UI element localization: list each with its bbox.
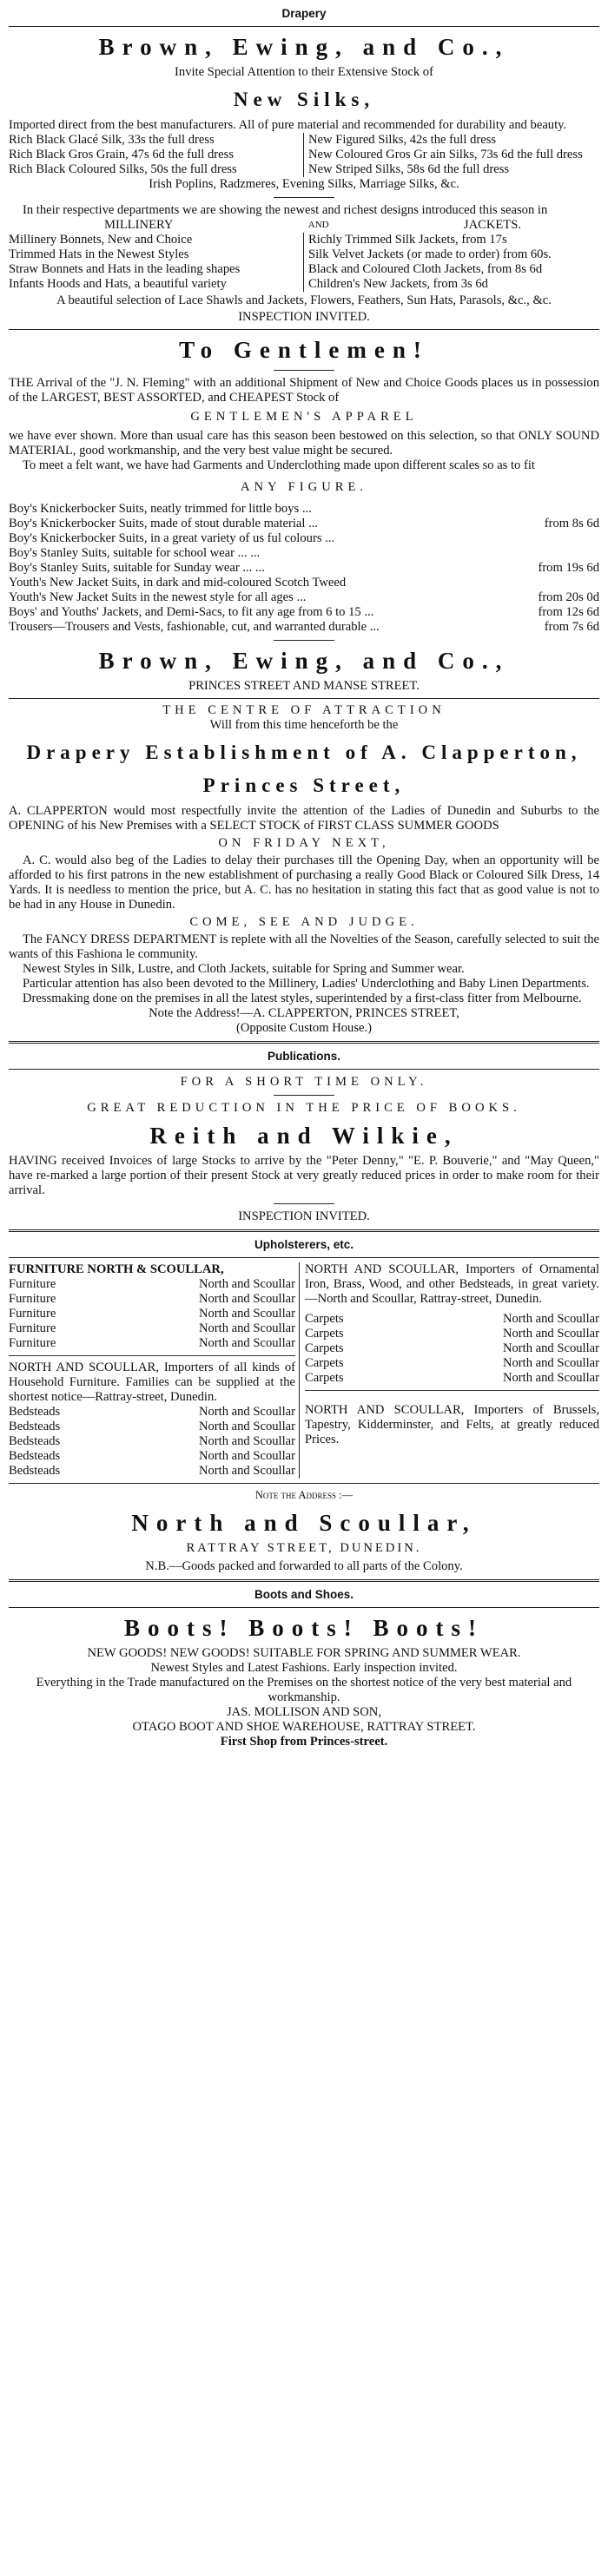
- price-item: Rich Black Glacé Silk, 33s the full dress: [9, 133, 215, 147]
- ad-heading: GREAT REDUCTION IN THE PRICE OF BOOKS.: [87, 1101, 521, 1115]
- ad-heading: GENTLEMEN'S APPAREL: [190, 410, 418, 424]
- category-headings: [9, 218, 599, 233]
- ad-address: PRINCES STREET AND MANSE STREET.: [188, 679, 420, 693]
- list-item: Bedsteads: [9, 1420, 61, 1433]
- ad-north-scoullar-grid: [9, 1262, 599, 1479]
- ad-line: First Shop from Princes-street.: [220, 1735, 388, 1749]
- list-item: North and Scoullar: [198, 1336, 295, 1350]
- divider: [9, 1229, 599, 1232]
- suits-price-list: [9, 502, 599, 605]
- ad-title: Reith and Wilkie,: [149, 1123, 459, 1149]
- ad-heading: COME, SEE AND JUDGE.: [189, 915, 419, 929]
- ad-reith-wilkie: [9, 1075, 599, 1224]
- ad-address: OTAGO BOOT AND SHOE WAREHOUSE, RATTRAY STREET.: [132, 1720, 476, 1734]
- ad-title: Brown, Ewing, and Co.,: [98, 34, 510, 60]
- list-item: Furniture: [9, 1307, 56, 1321]
- price-value: from 12s 6d: [538, 605, 599, 619]
- divider: [274, 370, 334, 371]
- bedsteads-list: [9, 1405, 295, 1479]
- ad-paragraph: NORTH AND SCOULLAR, Importers of all kinds of Household Furniture. Families can be supplied at the shortest notice—Rattray-street, Dunedin.: [9, 1360, 295, 1404]
- list-item: Boy's Stanley Suits, suitable for school wear ... ...: [9, 546, 261, 560]
- divider: [274, 640, 334, 641]
- ad-paragraph: In their respective departments we are showing the newest and richest designs introduced this season in: [23, 203, 548, 217]
- ad-paragraph: NORTH AND SCOULLAR, Importers of Brussels, Tapestry, Kidderminster, and Felts, at greatly reduced Prices.: [305, 1403, 599, 1446]
- ad-paragraph: HAVING received Invoices of large Stocks to arrive by the "Peter Denny," "E. P. Bouverie," and "May Queen," have re-marked a large portion of their present Stock at very greatly reduced prices in order to make room for their arrival.: [9, 1154, 599, 1197]
- list-item: Bedsteads: [9, 1405, 61, 1419]
- millinery-columns: [9, 233, 599, 292]
- list-item: North and Scoullar: [198, 1405, 295, 1419]
- ad-line: N.B.—Goods packed and forwarded to all parts of the Colony.: [145, 1559, 463, 1573]
- ad-note: Note the Address :—: [254, 1489, 354, 1501]
- ad-clapperton: [9, 703, 599, 1036]
- list-item: North and Scoullar: [198, 1321, 295, 1335]
- ad-line: A beautiful selection of Lace Shawls and Jackets, Flowers, Feathers, Sun Hats, Parasols, &c., &c.: [56, 293, 552, 307]
- divider: [9, 1257, 599, 1258]
- divider: [9, 1069, 599, 1070]
- ad-title: Princes Street,: [202, 774, 406, 796]
- list-item: [9, 605, 599, 620]
- ad-firm: JAS. MOLLISON AND SON,: [227, 1705, 381, 1719]
- list-item: [9, 620, 599, 635]
- price-item: Rich Black Gros Grain, 47s 6d the full dress: [9, 148, 234, 161]
- ad-heading: ON FRIDAY NEXT,: [218, 836, 390, 850]
- ad-title: North and Scoullar,: [131, 1510, 477, 1536]
- divider: [274, 1095, 334, 1096]
- ad-paragraph: Dressmaking done on the premises in all the latest styles, superintended by a first-class fitter from Melbourne.: [23, 992, 582, 1005]
- list-item: Carpets: [305, 1312, 344, 1326]
- list-item: North and Scoullar: [502, 1356, 599, 1370]
- ad-title: Drapery Establishment of A. Clapperton,: [26, 741, 582, 763]
- ad-paragraph: THE Arrival of the "J. N. Fleming" with an additional Shipment of New and Choice Goods places us in possession of the LARGEST, BEST ASSORTED, and CHEAPEST Stock of: [9, 376, 599, 405]
- ad-line: Everything in the Trade manufactured on the Premises on the shortest notice of the very best material and workmanship.: [36, 1676, 572, 1704]
- price-item: Black and Coloured Cloth Jackets, from 8s 6d: [308, 262, 543, 276]
- ad-paragraph: Particular attention has also been devoted to the Millinery, Ladies' Underclothing and Baby Linen Departments.: [23, 977, 590, 991]
- list-item: Boy's Knickerbocker Suits, in a great variety of us ful colours ...: [9, 531, 335, 545]
- list-item: Boy's Knickerbocker Suits, neatly trimmed for little boys ...: [9, 502, 312, 516]
- ad-inspection: INSPECTION INVITED.: [238, 310, 370, 324]
- list-item: North and Scoullar: [198, 1277, 295, 1291]
- ad-inspection: INSPECTION INVITED.: [238, 1209, 370, 1223]
- list-item: North and Scoullar: [198, 1307, 295, 1321]
- ad-line: Invite Special Attention to their Extensive Stock of: [175, 65, 433, 79]
- list-item: Boy's Stanley Suits, suitable for Sunday wear ... ...: [9, 561, 265, 575]
- ad-paragraph: we have ever shown. More than usual care has this season been bestowed on this selection, so that ONLY SOUND MATERIAL, good workmanship, and the very best value might be secured.: [9, 429, 599, 458]
- list-item: North and Scoullar: [502, 1371, 599, 1385]
- ad-brown-ewing-silks: [9, 32, 599, 325]
- furniture-list: [9, 1277, 295, 1351]
- ad-intro: Imported direct from the best manufacturers. All of pure material and recommended for durability and beauty.: [9, 118, 567, 132]
- divider: [9, 1041, 599, 1044]
- divider: [274, 197, 334, 198]
- category-jackets: JACKETS.: [463, 218, 521, 232]
- ad-heading: FURNITURE NORTH & SCOULLAR,: [9, 1262, 224, 1276]
- ad-to-gentlemen: [9, 335, 599, 694]
- ad-paragraph: To meet a felt want, we have had Garments and Underclothing made upon different scales so as to fit: [23, 458, 535, 472]
- ad-heading: NEW GOODS! NEW GOODS! SUITABLE FOR SPRING AND SUMMER WEAR.: [87, 1646, 521, 1660]
- category-millinery: MILLINERY: [104, 218, 174, 232]
- list-item: North and Scoullar: [198, 1449, 295, 1463]
- ad-address: Note the Address!—A. CLAPPERTON, PRINCES STREET,: [149, 1006, 459, 1020]
- list-item: Bedsteads: [9, 1434, 61, 1448]
- price-value: from 8s 6d: [544, 517, 599, 530]
- silk-price-columns: [9, 133, 599, 177]
- list-item: Youth's New Jacket Suits, in dark and mid-coloured Scotch Tweed: [9, 576, 347, 590]
- newspaper-page: [9, 0, 599, 1749]
- price-item: Silk Velvet Jackets (or made to order) from 60s.: [308, 247, 552, 261]
- ad-line: Will from this time henceforth be the: [209, 718, 399, 732]
- price-item: New Striped Silks, 58s 6d the full dress: [308, 162, 510, 176]
- section-heading-boots: Boots and Shoes.: [254, 1588, 354, 1601]
- divider: [9, 1355, 295, 1356]
- ad-title: Boots! Boots! Boots!: [124, 1615, 484, 1641]
- price-value: from 20s 0d: [538, 590, 599, 604]
- list-item: Youth's New Jacket Suits in the newest style for all ages ...: [9, 590, 307, 604]
- ad-paragraph: NORTH AND SCOULLAR, Importers of Ornamental Iron, Brass, Wood, and other Bedsteads, in great variety.—North and Scoullar, Rattray-street, Dunedin.: [305, 1262, 599, 1306]
- ad-paragraph: A. CLAPPERTON would most respectfully invite the attention of the Ladies of Dunedin and Suburbs to the OPENING of his New Premises with a SELECT STOCK of FIRST CLASS SUMMER GOODS: [9, 804, 599, 833]
- list-item: North and Scoullar: [198, 1420, 295, 1433]
- divider: [9, 698, 599, 699]
- ad-heading: FOR A SHORT TIME ONLY.: [180, 1075, 428, 1089]
- section-heading-drapery: Drapery: [281, 7, 327, 20]
- list-item: Carpets: [305, 1356, 344, 1370]
- price-value: from 19s 6d: [538, 561, 599, 575]
- list-item: North and Scoullar: [198, 1434, 295, 1448]
- list-item: Furniture: [9, 1292, 56, 1306]
- list-item: North and Scoullar: [502, 1312, 599, 1326]
- ad-paragraph: A. C. would also beg of the Ladies to delay their purchases till the Opening Day, when an opportunity will be afforded to his first patrons in the new establishment of purchasing a really Good Black or Coloured Silk Dress, 14 Yards. It is needless to mention the price, but A. C. has no hesitation in stating this fact that as good value is not to be had in any House in Dunedin.: [9, 853, 599, 912]
- list-item: Carpets: [305, 1371, 344, 1385]
- list-item: North and Scoullar: [198, 1292, 295, 1306]
- price-item: Millinery Bonnets, New and Choice: [9, 233, 193, 247]
- list-item: North and Scoullar: [198, 1464, 295, 1478]
- ad-title: To Gentlemen!: [179, 337, 429, 363]
- ad-heading: ANY FIGURE.: [240, 480, 368, 494]
- ad-mollison-boots: [9, 1613, 599, 1749]
- list-item: Furniture: [9, 1336, 56, 1350]
- list-item: Furniture: [9, 1277, 56, 1291]
- list-item: Boy's Knickerbocker Suits, made of stout durable material ...: [9, 517, 319, 530]
- ad-address: (Opposite Custom House.): [235, 1021, 373, 1035]
- price-item: New Figured Silks, 42s the full dress: [308, 133, 497, 147]
- ad-paragraph: Newest Styles in Silk, Lustre, and Cloth Jackets, suitable for Spring and Summer wear.: [23, 962, 465, 976]
- ad-title: Brown, Ewing, and Co.,: [98, 648, 510, 674]
- price-item: Straw Bonnets and Hats in the leading shapes: [9, 262, 241, 276]
- section-heading-publications: Publications.: [267, 1050, 340, 1063]
- list-item: Furniture: [9, 1321, 56, 1335]
- price-item: Rich Black Coloured Silks, 50s the full dress: [9, 162, 237, 176]
- divider: [305, 1390, 599, 1391]
- price-item: Richly Trimmed Silk Jackets, from 17s: [308, 233, 507, 247]
- ad-line: Newest Styles and Latest Fashions. Early inspection invited.: [150, 1661, 458, 1675]
- price-item: Children's New Jackets, from 3s 6d: [308, 277, 488, 291]
- divider: [9, 1607, 599, 1608]
- price-item: Trimmed Hats in the Newest Styles: [9, 247, 189, 261]
- section-heading-upholsterers: Upholsterers, etc.: [254, 1238, 354, 1251]
- ad-heading: New Silks,: [233, 89, 375, 110]
- ad-address: RATTRAY STREET, DUNEDIN.: [186, 1541, 422, 1555]
- ad-heading: THE CENTRE OF ATTRACTION: [162, 703, 446, 717]
- divider: [9, 329, 599, 330]
- list-item: Carpets: [305, 1327, 344, 1341]
- divider: [9, 26, 599, 27]
- list-item-text: Trousers—Trousers and Vests, fashionable, cut, and warranted durable ...: [9, 620, 380, 634]
- divider: [274, 1203, 334, 1204]
- price-value: from 7s 6d: [544, 620, 599, 634]
- list-item: North and Scoullar: [502, 1327, 599, 1341]
- list-item: North and Scoullar: [502, 1341, 599, 1355]
- list-item-text: Boys' and Youths' Jackets, and Demi-Sacs, to fit any age from 6 to 15 ...: [9, 605, 374, 619]
- divider: [9, 1483, 599, 1484]
- ad-paragraph: The FANCY DRESS DEPARTMENT is replete with all the Novelties of the Season, carefully selected to suit the wants of this Fashiona le community.: [9, 932, 599, 961]
- price-item: New Coloured Gros Gr ain Silks, 73s 6d the full dress: [308, 148, 583, 161]
- list-item: Bedsteads: [9, 1449, 61, 1463]
- list-item: Carpets: [305, 1341, 344, 1355]
- carpets-list: [305, 1312, 599, 1386]
- ad-line: Irish Poplins, Radzmeres, Evening Silks, Marriage Silks, &c.: [149, 177, 459, 191]
- price-item: Infants Hoods and Hats, a beautiful variety: [9, 277, 227, 291]
- list-item: Bedsteads: [9, 1464, 61, 1478]
- divider: [9, 1579, 599, 1582]
- category-and: AND: [307, 220, 329, 230]
